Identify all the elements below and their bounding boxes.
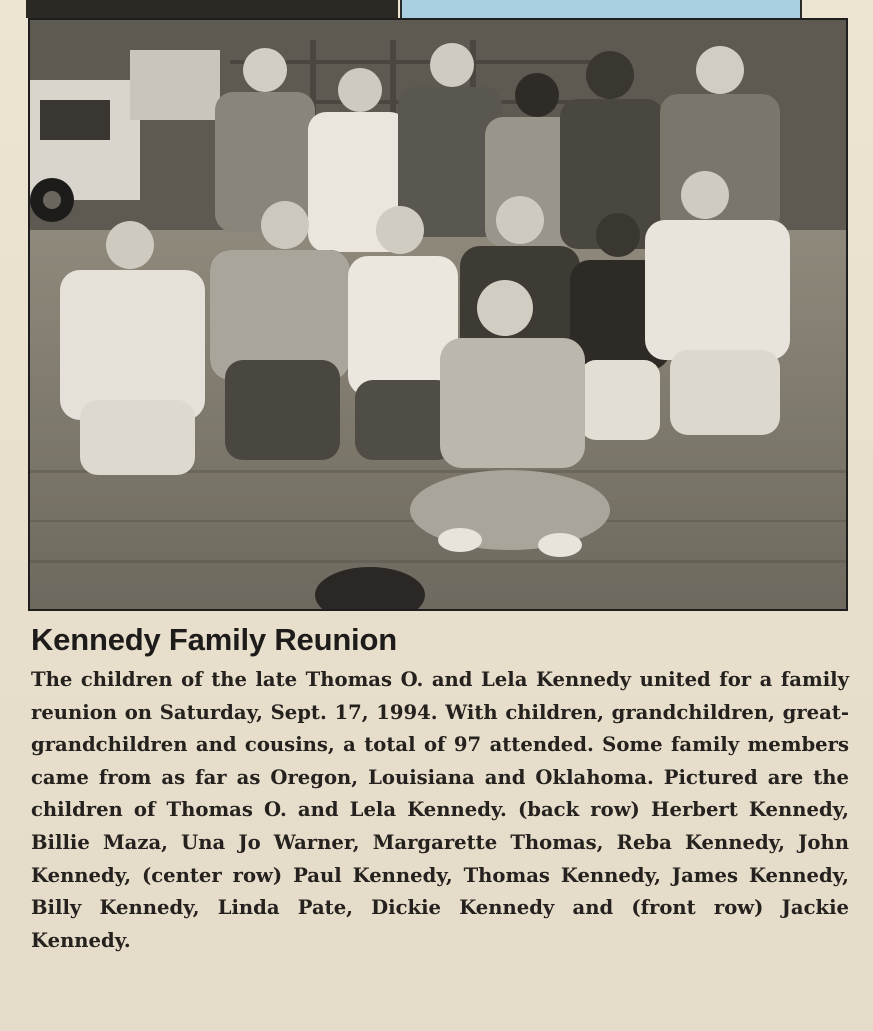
article-caption: The children of the late Thomas O. and Lela Kennedy united for a family reunion on Saturday, Sept. 17, 1994. With children, grandchildren, great-grandchildren and cousins, a total of 97 attended. Some family members came from as far as Oregon, Louisiana and Oklahoma. Pictured are the children of Thomas O. and Lela Kennedy. (back row) Herbert Kennedy, Billie Maza, Una Jo Warner, Margarette Thomas, Reba Kennedy, John Kennedy, (center row) Paul Kennedy, Thomas Kennedy, James Kennedy, Billy Kennedy, Linda Pate, Dickie Kennedy and (front row) Jackie Kennedy. bbox=[31, 668, 849, 952]
reunion-photo bbox=[28, 18, 848, 611]
article-headline: Kennedy Family Reunion bbox=[31, 622, 397, 657]
photo-illustration bbox=[30, 20, 846, 609]
adjacent-clipping-edge bbox=[26, 0, 398, 18]
